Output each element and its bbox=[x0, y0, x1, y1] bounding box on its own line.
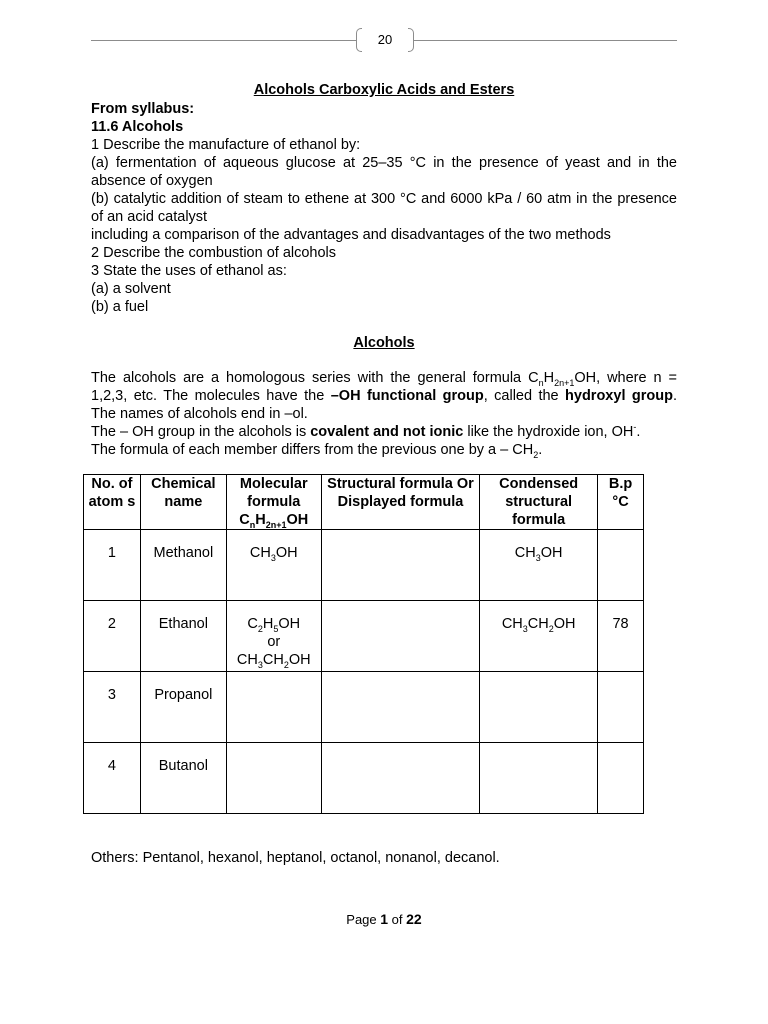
table-cell: 3 bbox=[84, 672, 141, 743]
table-row bbox=[84, 601, 644, 672]
column-header: Structural formula Or Displayed formula bbox=[321, 475, 480, 530]
table-cell bbox=[598, 530, 644, 601]
column-header: B.p °C bbox=[598, 475, 644, 530]
table-cell: Propanol bbox=[140, 672, 226, 743]
page-number: 20 bbox=[356, 26, 414, 54]
table-cell bbox=[598, 672, 644, 743]
column-header: No. of atom s bbox=[84, 475, 141, 530]
table-cell: $CH_3OH$ bbox=[226, 530, 321, 601]
table-cell: $C_2H_5OH$ or $CH_3CH_2OH$ bbox=[226, 601, 321, 672]
table-row bbox=[84, 672, 644, 743]
table-cell bbox=[321, 530, 480, 601]
table-cell bbox=[598, 743, 644, 814]
intro-paragraph: The alcohols are a homologous series with the general formula $C_nH_{2n+1}OH$, where n = 1,2,3, etc. The molecules have the –OH functional group, called the hydroxyl group. The names of alcohols end in –ol. bbox=[91, 370, 678, 422]
syllabus-line: (b) a fuel bbox=[91, 299, 149, 315]
syllabus-line: (b) catalytic addition of steam to ethene at 300 °C and 6000 kPa / 60 atm in the presence of an acid catalyst bbox=[91, 191, 677, 225]
others-note: Others: Pentanol, hexanol, heptanol, octanol, nonanol, decanol. bbox=[91, 849, 500, 866]
syllabus-line: (a) fermentation of aqueous glucose at 25–35 °C in the presence of yeast and in the absence of oxygen bbox=[91, 155, 677, 189]
table-cell bbox=[226, 672, 321, 743]
intro-paragraph: The formula of each member differs from the previous one by a – $CH_2$. bbox=[91, 442, 543, 460]
document-title: Alcohols Carboxylic Acids and Esters bbox=[253, 82, 515, 98]
table-cell: Butanol bbox=[140, 743, 226, 814]
table-cell: $CH_3OH$ bbox=[480, 530, 598, 601]
header-rule-left bbox=[91, 40, 356, 41]
table-cell: 78 bbox=[598, 601, 644, 672]
intro-paragraph: The – OH group in the alcohols is covalent and not ionic like the hydroxide ion, OH-. bbox=[91, 422, 641, 440]
table-row bbox=[84, 743, 644, 814]
table-row bbox=[84, 530, 644, 601]
syllabus-line: 3 State the uses of ethanol as: bbox=[91, 263, 287, 279]
table-cell: $CH_3CH_2OH$ bbox=[480, 601, 598, 672]
table-cell bbox=[480, 743, 598, 814]
column-header: Chemical name bbox=[140, 475, 226, 530]
column-header: Molecular formula $C_nH_{2n+1}OH$ bbox=[226, 475, 321, 530]
section-heading: Alcohols bbox=[353, 335, 415, 351]
syllabus-line: 2 Describe the combustion of alcohols bbox=[91, 245, 337, 261]
syllabus-line: (a) a solvent bbox=[91, 281, 171, 297]
table-cell: 1 bbox=[84, 530, 141, 601]
header-rule-right bbox=[414, 40, 677, 41]
document-body bbox=[91, 81, 677, 459]
table-cell: Methanol bbox=[140, 530, 226, 601]
syllabus-label: From syllabus: bbox=[91, 101, 195, 117]
table-cell bbox=[321, 601, 480, 672]
table-header-row bbox=[84, 475, 644, 530]
syllabus-section: 11.6 Alcohols bbox=[91, 119, 184, 135]
column-header: Condensed structural formula bbox=[480, 475, 598, 530]
table-cell bbox=[480, 672, 598, 743]
table-cell: 4 bbox=[84, 743, 141, 814]
table-cell bbox=[321, 672, 480, 743]
page-footer: Page 1 of 22 bbox=[346, 911, 422, 927]
table-cell: 2 bbox=[84, 601, 141, 672]
alcohols-table bbox=[83, 474, 644, 814]
page-header bbox=[91, 26, 677, 56]
syllabus-line: including a comparison of the advantages and disadvantages of the two methods bbox=[91, 227, 611, 243]
table-cell bbox=[226, 743, 321, 814]
table-cell bbox=[321, 743, 480, 814]
syllabus-line: 1 Describe the manufacture of ethanol by: bbox=[91, 137, 361, 153]
table-cell: Ethanol bbox=[140, 601, 226, 672]
